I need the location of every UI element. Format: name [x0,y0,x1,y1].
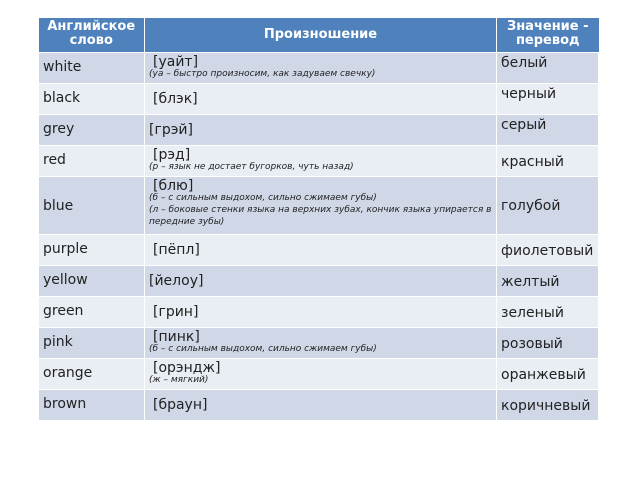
meaning: голубой [497,177,599,235]
meaning: зеленый [497,297,599,328]
english-word: white [39,53,145,84]
pronunciation-note: (уа – быстро произносим, как задуваем свечку) [149,69,376,79]
pronunciation-note: (б – с сильным выдохом, сильно сжимаем губы) [149,193,377,203]
pronunciation-cell [145,115,497,146]
english-word: black [39,84,145,115]
pronunciation-note: (р – язык не достает бугорков, чуть назад) [149,162,354,172]
english-word: brown [39,390,145,421]
pronunciation-cell [145,53,497,84]
meaning: коричневый [497,390,599,421]
english-word: yellow [39,266,145,297]
english-word: orange [39,359,145,390]
pronunciation: [рэд] [153,147,191,163]
meaning: розовый [497,328,599,359]
table-row [39,235,599,266]
pronunciation: [уайт] [153,54,199,70]
table-row [39,146,599,177]
table-row [39,359,599,390]
pronunciation-cell [145,235,497,266]
english-word: purple [39,235,145,266]
table-row [39,177,599,235]
pronunciation: [грин] [153,304,199,320]
pronunciation-cell [145,84,497,115]
table-row [39,297,599,328]
header-row [39,18,599,53]
pronunciation-note: (ж – мягкий) [149,375,209,385]
pronunciation-cell [145,297,497,328]
english-word: green [39,297,145,328]
pronunciation-note: (б – с сильным выдохом, сильно сжимаем губы) [149,344,377,354]
table-row [39,115,599,146]
pronunciation: [пёпл] [153,242,200,258]
pronunciation: [блэк] [153,91,198,107]
vocabulary-table [38,18,599,421]
pronunciation-note: (л – боковые стенки языка на верхних зубах, кончик языка упирается в передние зубы) [149,205,492,227]
pronunciation-cell [145,390,497,421]
pronunciation-cell [145,328,497,359]
english-word: pink [39,328,145,359]
table-row [39,266,599,297]
table-row [39,390,599,421]
english-word: blue [39,177,145,235]
pronunciation: [браун] [153,397,208,413]
pronunciation: [блю] [153,178,194,194]
pronunciation-cell [145,146,497,177]
table-row [39,53,599,84]
pronunciation-cell [145,266,497,297]
table-row [39,84,599,115]
header-meaning: Значение - перевод [497,18,599,53]
meaning: серый [497,115,599,146]
english-word: red [39,146,145,177]
pronunciation: [пинк] [153,329,200,345]
meaning: красный [497,146,599,177]
header-english-word: Английское слово [39,18,145,53]
meaning: белый [497,53,599,84]
english-word: grey [39,115,145,146]
pronunciation-cell [145,177,497,235]
meaning: фиолетовый [497,235,599,266]
header-pronunciation: Произношение [145,18,497,53]
pronunciation: [орэндж] [153,360,221,376]
pronunciation: [грэй] [149,122,193,138]
table-row [39,328,599,359]
pronunciation-cell [145,359,497,390]
pronunciation: [йелоу] [149,273,204,289]
meaning: черный [497,84,599,115]
meaning: оранжевый [497,359,599,390]
meaning: желтый [497,266,599,297]
